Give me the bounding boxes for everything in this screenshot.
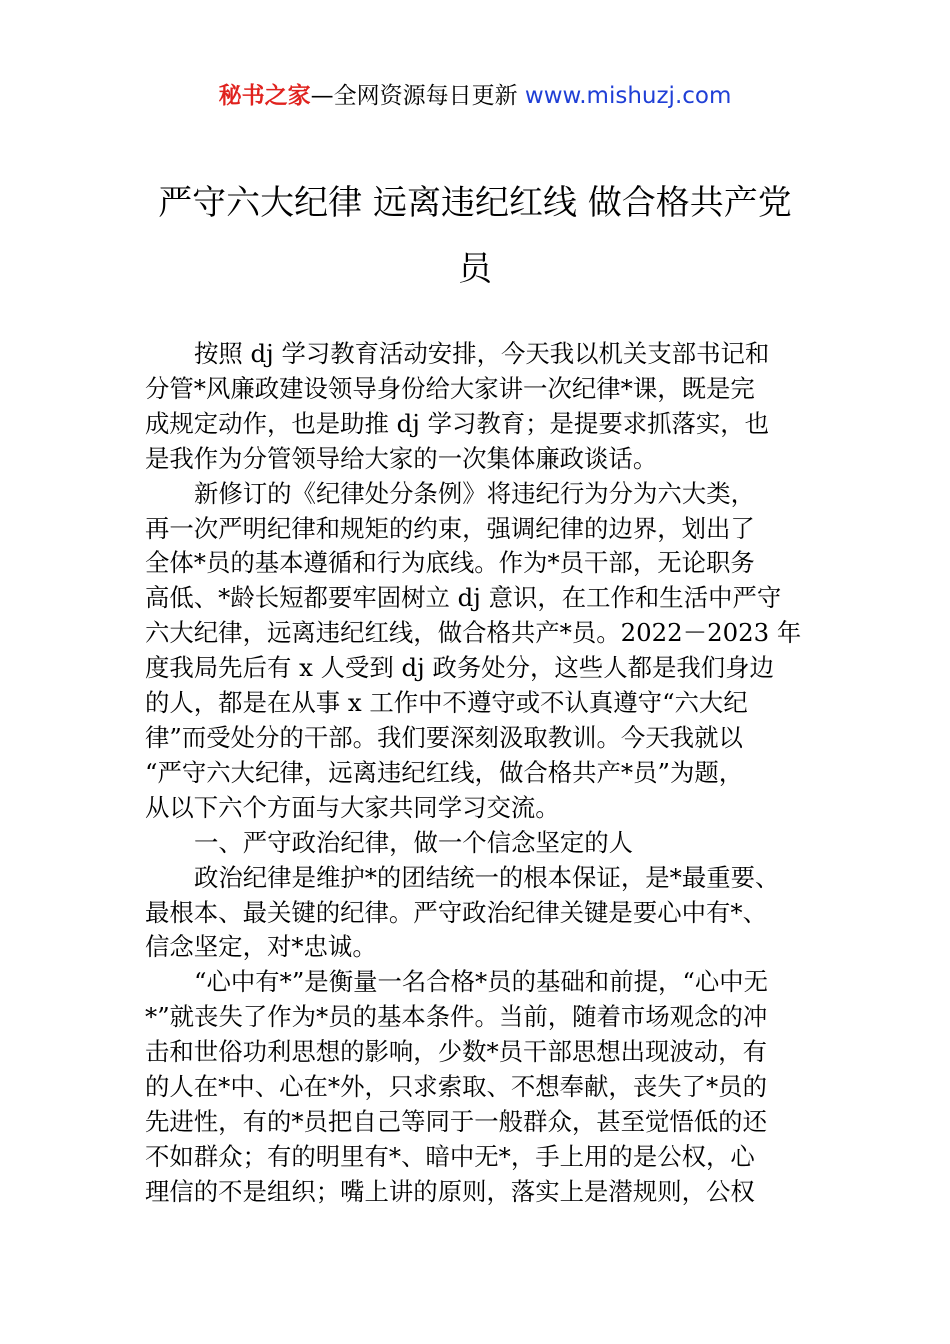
text-line: 六大纪律，远离违纪红线，做合格共产*员。2022－2023 年 [145, 618, 802, 648]
text-line: 不如群众；有的明里有*、暗中无*，手上用的是公权，心 [145, 1141, 755, 1171]
text-line: 理信的不是组织；嘴上讲的原则，落实上是潜规则，公权 [145, 1176, 755, 1206]
text-line: 新修订的《纪律处分条例》将违纪行为分为六大类， [194, 478, 755, 508]
text-line: “心中有*”是衡量一名合格*员的基础和前提，“心中无 [194, 967, 769, 997]
site-url-link[interactable]: www.mishuzj.com [524, 83, 732, 109]
text-line: 的人，都是在从事 x 工作中不遵守或不认真遵守“六大纪 [145, 688, 748, 718]
site-tagline: —全网资源每日更新 [310, 83, 525, 109]
text-line: 成规定动作，也是助推 dj 学习教育；是提要求抓落实，也 [145, 408, 770, 438]
paragraph-1 [145, 337, 810, 477]
text-line: 一、严守政治纪律，做一个信念坚定的人 [194, 827, 634, 857]
paragraph-4 [145, 965, 810, 1209]
site-brand: 秘书之家 [218, 83, 311, 109]
title-line: 严守六大纪律 远离违纪红线 做合格共产党 [158, 183, 792, 223]
paragraph-3 [145, 861, 810, 966]
text-line: 律”而受处分的干部。我们要深刻汲取教训。今天我就以 [145, 722, 743, 752]
text-line: 度我局先后有 x 人受到 dj 政务处分，这些人都是我们身边 [145, 653, 774, 683]
section-heading-1 [145, 826, 810, 861]
text-line: 最根本、最关键的纪律。严守政治纪律关键是要心中有*、 [145, 897, 767, 927]
site-header [0, 80, 950, 112]
text-line: 按照 dj 学习教育活动安排，今天我以机关支部书记和 [194, 339, 770, 368]
text-line: *”就丧失了作为*员的基本条件。当前，随着市场观念的冲 [145, 1002, 768, 1032]
text-line: 信念坚定，对*忠诚。 [145, 932, 377, 962]
text-line: 击和世俗功利思想的影响，少数*员干部思想出现波动，有 [145, 1037, 767, 1067]
text-line: 是我作为分管领导给大家的一次集体廉政谈话。 [145, 443, 658, 473]
text-line: 政治纪律是维护*的团结统一的根本保证，是*最重要、 [194, 862, 780, 892]
text-line: 再一次严明纪律和规矩的约束，强调纪律的边界，划出了 [145, 513, 755, 543]
text-line: 先进性，有的*员把自己等同于一般群众，甚至觉悟低的还 [145, 1106, 767, 1136]
title-line: 员 [458, 249, 492, 289]
text-line: 全体*员的基本遵循和行为底线。作为*员干部，无论职务 [145, 548, 755, 578]
text-line: “严守六大纪律，远离违纪红线，做合格共产*员”为题， [145, 757, 744, 787]
document-title [120, 170, 830, 302]
paragraph-2 [145, 477, 810, 826]
text-line: 的人在*中、心在*外，只求索取、不想奉献，丧失了*员的 [145, 1072, 767, 1102]
text-line: 高低、*龄长短都要牢固树立 dj 意识，在工作和生活中严守 [145, 583, 782, 613]
document-body [145, 337, 810, 1210]
text-line: 从以下六个方面与大家共同学习交流。 [145, 792, 560, 822]
text-line: 分管*风廉政建设领导身份给大家讲一次纪律*课，既是完 [145, 373, 755, 403]
